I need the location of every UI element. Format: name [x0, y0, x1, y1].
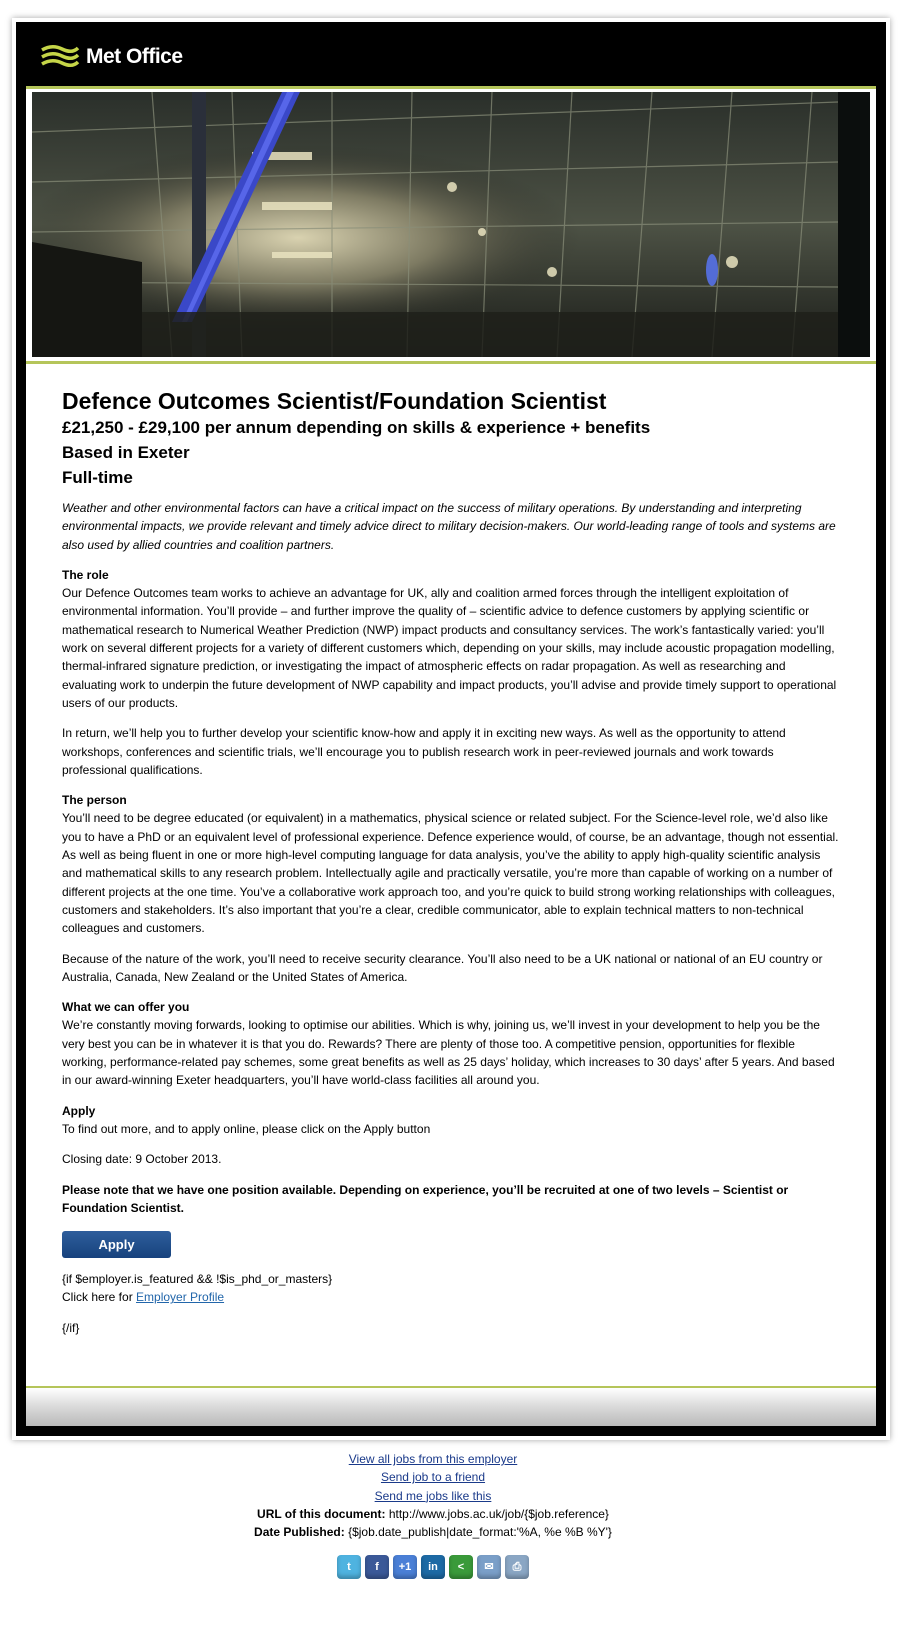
card-frame [16, 22, 886, 1436]
date-label: Date Published: [254, 1525, 345, 1540]
view-all-jobs-link[interactable]: View all jobs from this employer [348, 1452, 518, 1466]
document-url [0, 1505, 866, 1523]
divider [26, 86, 876, 89]
header [26, 22, 876, 82]
url-label: URL of this document: [257, 1506, 386, 1521]
positions-note: Please note that we have one position available. Depending on experience, you’ll be recruited at one of two levels – Scientist or Foundation Scientist. [62, 1182, 789, 1215]
card-footer [26, 1386, 876, 1426]
url-value: http://www.jobs.ac.uk/job/{$job.reference} [388, 1506, 609, 1521]
linkedin-icon[interactable]: in [421, 1555, 445, 1579]
share-icon[interactable]: < [449, 1555, 473, 1579]
google-plus-one-icon[interactable]: +1 [393, 1555, 417, 1579]
date-published [0, 1523, 866, 1541]
job-details [26, 364, 876, 1337]
footer-gradient [26, 1388, 876, 1426]
role-paragraph: In return, we’ll help you to further develop your scientific know-how and apply it in exciting new ways. As well as the opportunity to attend workshops, conferences and scientific trials, we’ll encourage you to publish research work in peer-reviewed journals and work towards professional qualifications. [62, 726, 786, 777]
send-to-friend-link[interactable]: Send job to a friend [380, 1470, 486, 1485]
print-icon[interactable]: ⎙ [505, 1555, 529, 1579]
page-footer [0, 1450, 866, 1579]
closing-date: Closing date: 9 October 2013. [62, 1152, 222, 1167]
employer-profile-link[interactable]: Employer Profile [136, 1290, 225, 1305]
hero-image [32, 92, 870, 357]
send-similar-jobs-link[interactable]: Send me jobs like this [374, 1488, 492, 1503]
logo-swoosh-icon [40, 44, 80, 70]
person-paragraph: Because of the nature of the work, you’ll need to receive security clearance. You’ll also need to be a UK national or national of an EU country or Australia, Canada, New Zealand or the United States of America. [62, 951, 823, 984]
employer-profile-prefix: Click here for [62, 1290, 137, 1305]
section-title-person: The person [62, 793, 127, 808]
share-icons [0, 1555, 866, 1579]
job-title: Defence Outcomes Scientist/Foundation Scientist [62, 388, 607, 414]
apply-paragraph: To find out more, and to apply online, please click on the Apply button [62, 1121, 431, 1136]
content-panel [26, 86, 876, 1426]
facebook-icon[interactable]: f [365, 1555, 389, 1579]
date-value: {$job.date_publish|date_format:'%A, %e %B %Y'} [348, 1525, 612, 1540]
person-paragraph: You’ll need to be degree educated (or equivalent) in a mathematics, physical science or related subject. For the Science-level role, we’d also like you to have a PhD or an equivalent level of professional experience. Defence experience would, of course, be an advantage, though not essential. As well as being fluent in one or more high-level computing language for data analysis, you’ve the ability to apply high-quality scientific analysis and mathematical skills to any research problem. Intellectually agile and practically versatile, you’re more than capable of working on a number of different projects at the one time. You’ve a collaborative work approach too, and you’re quick to build strong working relationships with colleagues, customers and stakeholders. It’s also important that you’re a clear, credible communicator, able to explain technical matters to non-technical colleagues and customers. [62, 811, 839, 936]
apply-button[interactable]: Apply [62, 1231, 171, 1258]
job-hours: Full-time [62, 468, 133, 487]
job-salary: £21,250 - £29,100 per annum depending on skills & experience + benefits [62, 418, 651, 437]
employer-profile-line [62, 1288, 840, 1306]
job-location: Based in Exeter [62, 443, 190, 462]
section-title-apply: Apply [62, 1103, 96, 1118]
twitter-icon[interactable]: t [337, 1555, 361, 1579]
intro-paragraph: Weather and other environmental factors can have a critical impact on the success of military operations. By understanding and interpreting environmental impacts, we provide relevant and timely advice direct to military decision-makers. Our world-leading range of tools and systems are also used by allied countries and coalition partners. [62, 501, 836, 552]
building-photo [32, 92, 838, 357]
section-title-offer: What we can offer you [62, 1000, 190, 1015]
template-endif: {/if} [62, 1320, 80, 1335]
email-icon[interactable]: ✉ [477, 1555, 501, 1579]
job-card [12, 18, 890, 1440]
section-title-role: The role [62, 567, 109, 582]
met-office-logo [40, 44, 183, 70]
template-if: {if $employer.is_featured && !$is_phd_or_masters} [62, 1272, 333, 1287]
role-paragraph: Our Defence Outcomes team works to achieve an advantage for UK, ally and coalition armed forces through the intelligent exploitation of environmental information. You’ll provide – and further improve the quality of – scientific advice to defence customers by applying scientific or mathematical research to Numerical Weather Prediction (NWP) impact products and consultancy services. The work’s fantastically varied: you’ll work on several different projects for a variety of different customers which, depending on your skills, may include acoustic propagation modelling, thermal-infrared signature prediction, or investigating the impact of atmospheric effects on radar propagation. As well as researching and evaluating work to underpin the future development of NWP capability and impact products, you’ll advise and provide timely support to operational users of our products. [62, 586, 837, 710]
offer-paragraph: We’re constantly moving forwards, looking to optimise our abilities. Which is why, joining us, we’ll invest in your development to help you be the very best you can be in whatever it is that you do. Rewards? There are plenty of those too. A competitive pension, opportunities for flexible working, performance-related pay schemes, some great benefits as well as 25 days’ holiday, which increases to 30 days’ after 5 years. And based in our award-winning Exeter headquarters, you’ll have world-class facilities all around you. [62, 1018, 835, 1088]
brand-name: Met Office [86, 45, 183, 68]
